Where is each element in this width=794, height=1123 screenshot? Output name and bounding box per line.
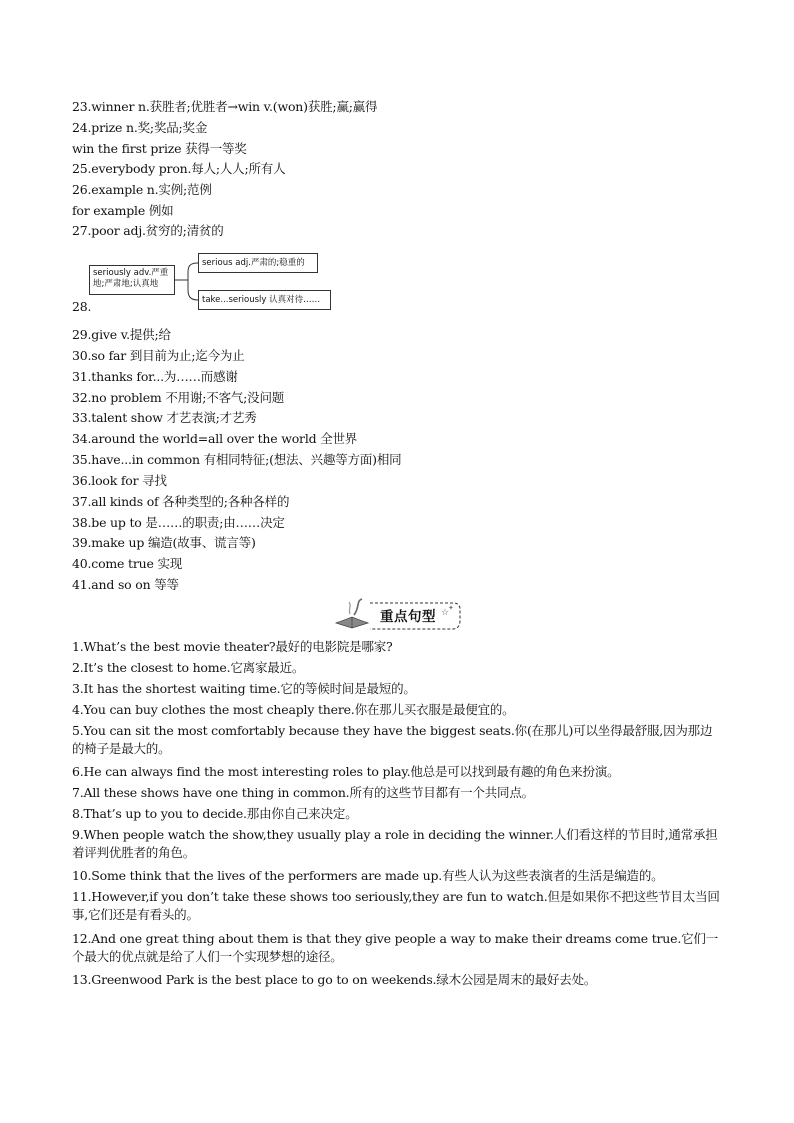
vocab-item-29: 29.give v.提供;给 <box>72 327 171 342</box>
section-header <box>330 597 465 635</box>
diagram-branch-take-seriously: take...seriously 认真对待…… <box>198 290 331 310</box>
vocab-phrase-first-prize: win the first prize 获得一等奖 <box>72 141 247 156</box>
vocab-item-33: 33.talent show 才艺表演;才艺秀 <box>72 410 257 425</box>
sentence-5: 5.You can sit the most comfortably because they have the biggest seats.你(在那儿)可以坐得最舒服,因为那边的椅子是最大的。 <box>72 723 713 756</box>
vocab-item-41: 41.and so on 等等 <box>72 577 179 592</box>
vocab-item-27: 27.poor adj.贫穷的;清贫的 <box>72 223 224 238</box>
vocab-item-39: 39.make up 编造(故事、谎言等) <box>72 535 256 550</box>
vocab-item-40: 40.come true 实现 <box>72 556 183 571</box>
word-family-diagram <box>88 252 338 314</box>
vocab-item-38: 38.be up to 是……的职责;由……决定 <box>72 515 285 530</box>
sentence-10: 10.Some think that the lives of the performers are made up.有些人认为这些表演者的生活是编造的。 <box>72 868 664 883</box>
sentence-12: 12.And one great thing about them is that they give people a way to make their dreams come true.它们一个最大的优点就是给了人们一个实现梦想的途径。 <box>72 931 719 964</box>
diagram-main-box: seriously adv.严重地;严肃地;认真地 <box>89 265 175 295</box>
vocab-item-37: 37.all kinds of 各种类型的;各种各样的 <box>72 494 290 509</box>
vocab-item-34: 34.around the world=all over the world 全世界 <box>72 431 358 446</box>
sentence-1: 1.What’s the best movie theater?最好的电影院是哪家? <box>72 639 393 654</box>
svg-text:☆: ☆ <box>441 608 450 618</box>
sentence-8: 8.That’s up to you to decide.那由你自己来决定。 <box>72 806 358 821</box>
svg-text:✦: ✦ <box>448 604 454 612</box>
vocab-item-23: 23.winner n.获胜者;优胜者→win v.(won)获胜;赢;赢得 <box>72 99 378 114</box>
vocab-item-26: 26.example n.实例;范例 <box>72 182 212 197</box>
vocab-item-32: 32.no problem 不用谢;不客气;没问题 <box>72 390 285 405</box>
sentence-4: 4.You can buy clothes the most cheaply there.你在那儿买衣服是最便宜的。 <box>72 702 515 717</box>
sentence-13: 13.Greenwood Park is the best place to go to on weekends.绿木公园是周末的最好去处。 <box>72 972 597 987</box>
vocab-item-25: 25.everybody pron.每人;人人;所有人 <box>72 161 286 176</box>
vocab-item-24: 24.prize n.奖;奖品;奖金 <box>72 120 208 135</box>
vocab-item-28-number: 28. <box>72 299 92 314</box>
diagram-branch-serious: serious adj.严肃的;稳重的 <box>198 253 318 273</box>
sentence-9: 9.When people watch the show,they usually play a role in deciding the winner.人们看这样的节目时,通常承担着评判优胜者的角色。 <box>72 827 718 860</box>
section-title: 重点句型 <box>380 609 436 625</box>
sentence-11: 11.However,if you don’t take these shows too seriously,they are fun to watch.但是如果你不把这些节目太当回事,它们还是有看头的。 <box>72 889 720 922</box>
sentence-7: 7.All these shows have one thing in common.所有的这些节目都有一个共同点。 <box>72 785 534 800</box>
vocab-item-35: 35.have...in common 有相同特征;(想法、兴趣等方面)相同 <box>72 452 402 467</box>
sentence-2: 2.It’s the closest to home.它离家最近。 <box>72 660 305 675</box>
sentence-3: 3.It has the shortest waiting time.它的等候时间是最短的。 <box>72 681 416 696</box>
vocab-phrase-for-example: for example 例如 <box>72 203 174 218</box>
vocab-item-31: 31.thanks for...为……而感谢 <box>72 369 238 384</box>
vocab-item-36: 36.look for 寻找 <box>72 473 167 488</box>
sentence-6: 6.He can always find the most interesting roles to play.他总是可以找到最有趣的角色来扮演。 <box>72 764 620 779</box>
vocab-item-30: 30.so far 到目前为止;迄今为止 <box>72 348 245 363</box>
